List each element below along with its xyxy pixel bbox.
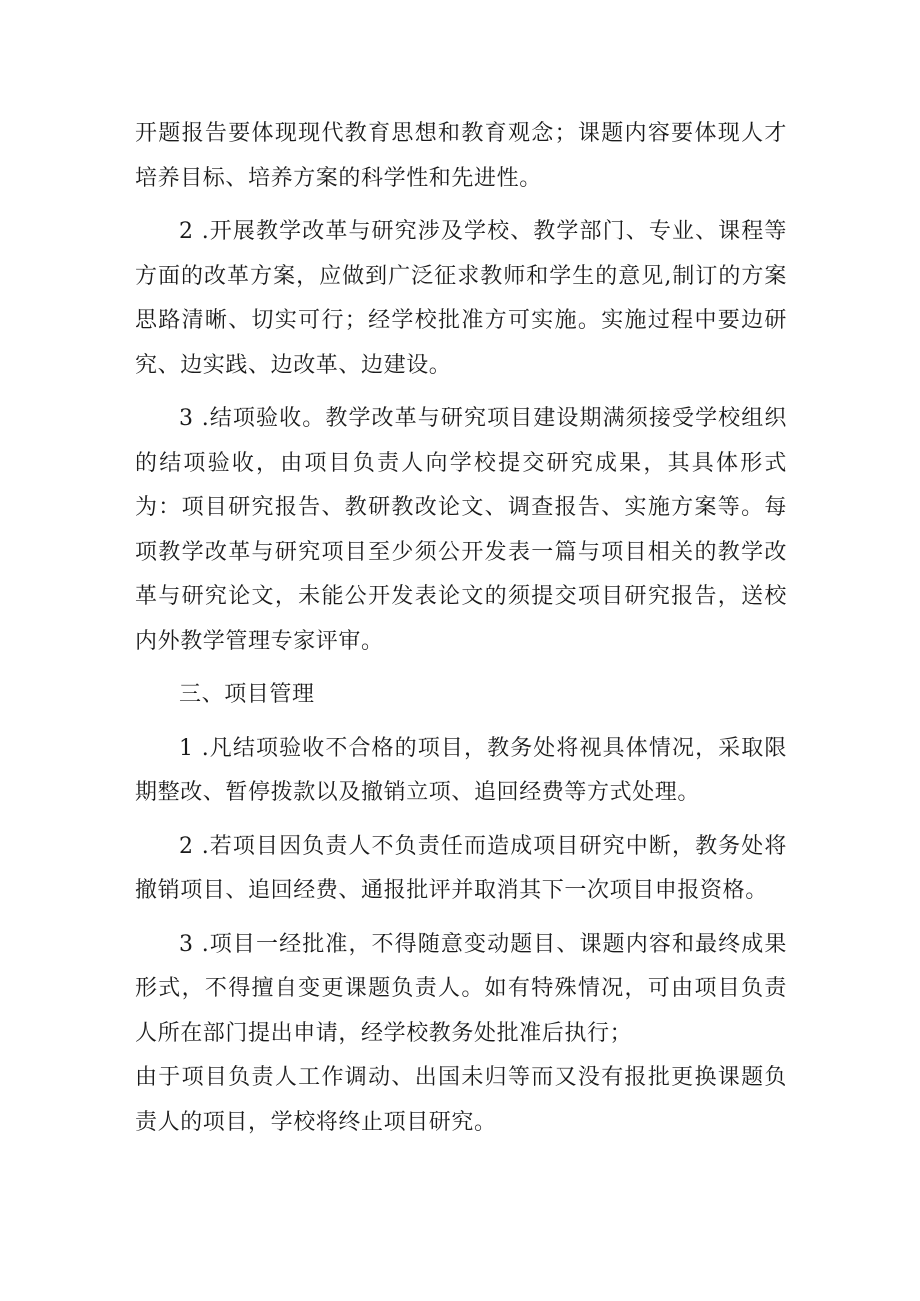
paragraph-item-2-reform-plan: 2 .开展教学改革与研究涉及学校、教学部门、专业、课程等方面的改革方案，应做到广泛征求教师和学生的意见,制订的方案思路清晰、切实可行；经学校批准方可实施。实施过程中要边研究、边实践、边改革、边建设。 — [135, 219, 787, 378]
paragraph-item-3-acceptance: 3 .结项验收。教学改革与研究项目建设期满须接受学校组织的结项验收，由项目负责人向学校提交研究成果，其具体形式为：项目研究报告、教研教改论文、调查报告、实施方案等。每项教学改革与研究项目至少须公开发表一篇与项目相关的教学改革与研究论文，未能公开发表论文的须提交项目研究报告，送校内外教学管理专家评审。 — [135, 406, 787, 654]
paragraph-management-item-1: 1 .凡结项验收不合格的项目，教务处将视具体情况，采取限期整改、暂停拨款以及撤销立项、追回经费等方式处理。 — [135, 735, 787, 805]
document-body — [135, 112, 787, 1154]
section-heading-project-management: 三、项目管理 — [179, 682, 315, 707]
paragraph-management-item-3: 3 .项目一经批准，不得随意变动题目、课题内容和最终成果形式，不得擅自变更课题负责人。如有特殊情况，可由项目负责人所在部门提出申请，经学校教务处批准后执行； — [135, 931, 787, 1046]
paragraph-management-item-3-continued: 由于项目负责人工作调动、出国未归等而又没有报批更换课题负责人的项目，学校将终止项目研究。 — [135, 1065, 787, 1135]
paragraph-opening-report: 开题报告要体现现代教育思想和教育观念；课题内容要体现人才培养目标、培养方案的科学性和先进性。 — [135, 121, 787, 191]
paragraph-management-item-2: 2 .若项目因负责人不负责任而造成项目研究中断，教务处将撤销项目、追回经费、通报批评并取消其下一次项目申报资格。 — [135, 833, 787, 903]
